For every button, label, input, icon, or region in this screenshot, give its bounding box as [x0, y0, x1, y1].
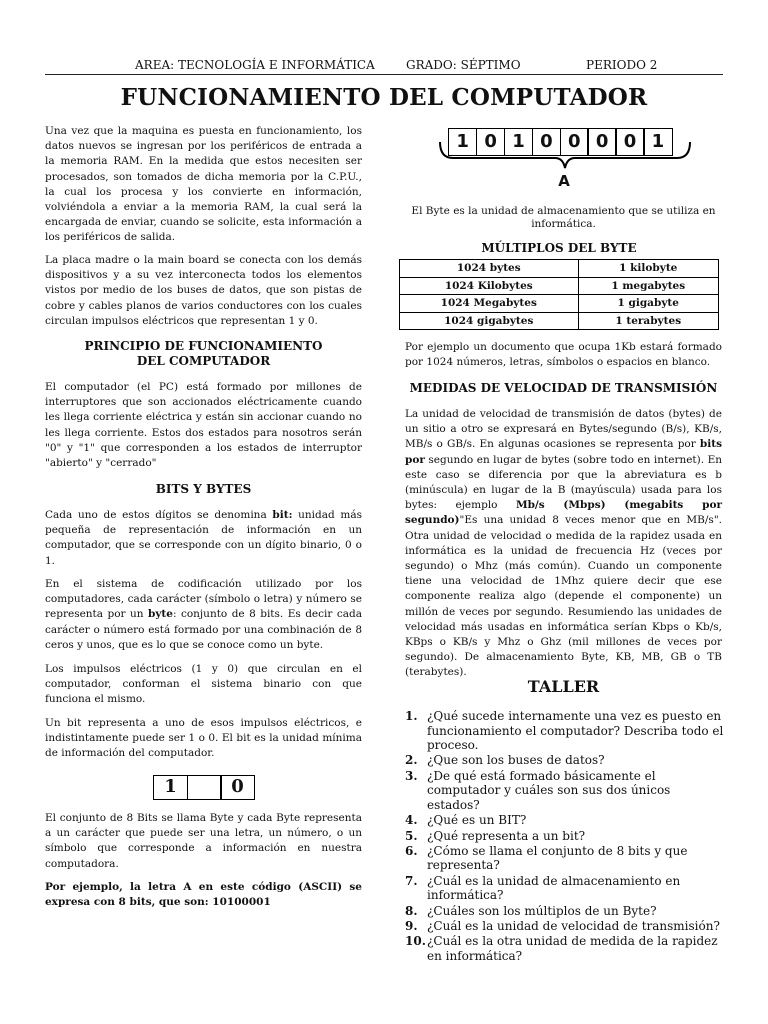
list-item: 9. ¿Cuál es la unidad de velocidad de transmisión? [405, 918, 720, 933]
byte-multiples-table [399, 259, 719, 330]
table-row [400, 260, 719, 278]
heading-principio [45, 339, 362, 369]
table-cell: 1 kilobyte [578, 260, 718, 278]
list-item: 5. ¿Qué representa a un bit? [405, 828, 586, 843]
heading-taller: TALLER [527, 677, 600, 696]
list-item: 10. ¿Cuál es la otra unidad de medida de la rapidez en informática? [405, 934, 718, 963]
list-item: 2. ¿Que son los buses de datos? [405, 753, 605, 768]
intro-paragraph: Una vez que la maquina es puesta en funcionamiento, los datos nuevos se ingresan por los periféricos de entrada a la memoria RAM. En la medida que estos necesiten ser procesados, son tomados de dicha memoria por la C.P.U., la cual los procesa y los convierte en información, volviéndola a enviar a la memoria RAM, la cual será la encargada de enviar, cuando se solicite, esta información a los periféricos de salida. [45, 125, 362, 244]
list-item: 3. ¿De qué está formado básicamente el computador y cuáles son sus dos únicos estados? [405, 768, 671, 812]
bit-cell [187, 775, 222, 800]
list-item: 7. ¿Cuál es la unidad de almacenamiento en informática? [405, 873, 681, 903]
bit-cell: 0 [220, 775, 255, 800]
list-item: 8. ¿Cuáles son los múltiplos de un Byte? [405, 903, 657, 918]
table-cell: 1 megabytes [578, 277, 718, 295]
impulsos-paragraph: Los impulsos eléctricos (1 y 0) que circulan en el computador, conforman el sistema binario con que funciona el mismo. [45, 663, 362, 706]
table-cell: 1 terabytes [578, 312, 718, 330]
byte-set-paragraph: El conjunto de 8 Bits se llama Byte y cada Byte representa a un carácter que puede ser una letra, un número, o un símbolo que corresponde a información en nuestra computadora. [45, 812, 362, 870]
ascii-example-paragraph: Por ejemplo, la letra A en este código (ASCII) se expresa con 8 bits, que son: 10100001 [45, 881, 362, 909]
list-item: 6. ¿Cómo se llama el conjunto de 8 bits y que representa? [405, 843, 688, 873]
kb-example-paragraph: Por ejemplo un documento que ocupa 1Kb estará formado por 1024 números, letras, símbolos o espacios en blanco. [405, 341, 722, 369]
heading-principio-line1: PRINCIPIO DE FUNCIONAMIENTO [84, 339, 323, 353]
area-label: AREA: TECNOLOGÍA E INFORMÁTICA [135, 58, 375, 72]
table-cell: 1024 Kilobytes [400, 277, 579, 295]
heading-bits-bytes: BITS Y BYTES [155, 482, 252, 496]
heading-velocidad: MEDIDAS DE VELOCIDAD DE TRANSMISIÓN [409, 381, 718, 395]
bit-unit-paragraph: Un bit representa a uno de esos impulsos eléctricos, e indistintamente puede ser 1 o 0. El bit es la unidad mínima de información del computador. [45, 717, 362, 760]
list-item: 4. ¿Qué es un BIT? [405, 813, 527, 828]
table-cell: 1024 gigabytes [400, 312, 579, 330]
binary-letter: A [558, 172, 570, 190]
grado-label: GRADO: SÉPTIMO [406, 58, 521, 72]
table-cell: 1024 Megabytes [400, 295, 579, 313]
heading-multiplos: MÚLTIPLOS DEL BYTE [481, 241, 637, 255]
curly-brace-icon [435, 140, 695, 175]
binary-digit-cell: 1 [448, 128, 477, 156]
binary-digit-cell: 0 [560, 128, 589, 156]
bit-example-box [153, 775, 258, 800]
table-cell: 1 gigabyte [578, 295, 718, 313]
table-row [400, 312, 719, 330]
binary-digit-cell: 0 [615, 128, 644, 156]
binary-digit-cell: 1 [643, 128, 672, 156]
bit-paragraph: Cada uno de estos dígitos se denomina bit: unidad más pequeña de representación de información en un computador, que se corresponde con un dígito binario, 0 o 1. [45, 509, 362, 567]
binary-digit-cell: 0 [476, 128, 505, 156]
binary-digit-cell: 0 [532, 128, 561, 156]
table-cell: 1024 bytes [400, 260, 579, 278]
binary-digit-cell: 0 [587, 128, 616, 156]
taller-list [405, 709, 725, 964]
motherboard-paragraph: La placa madre o la main board se conecta con los demás dispositivos y a su vez interconecta todos los elementos vistos por medio de los buses de datos, que son pistas de cobre y cables planos de varios conductores con los cuales circulan impulsos eléctricos que representan 1 y 0. [45, 254, 362, 327]
page-title: FUNCIONAMIENTO DEL COMPUTADOR [120, 84, 648, 111]
binary-digit-cell: 1 [504, 128, 533, 156]
velocidad-paragraph: La unidad de velocidad de transmisión de datos (bytes) de un sitio a otro se expresará en Bytes/segundo (B/s), KB/s, MB/s o GB/s. En algunas ocasiones se representa por bits por segundo en lugar de bytes (sobre todo en internet). En este caso se diferencia por que la abreviatura es b (minúscula) en lugar de la B (mayúscula) usada para los bytes: ejemplo Mb/s (Mbps) (megabits por segundo)"Es una unidad 8 veces menor que en MB/s". Otra unidad de velocidad o medida de la rapidez usada en informática es la unidad de frecuencia Hz (veces por segundo) o Mhz (más común). Cuando un componente tiene una velocidad de 1Mhz quiere decir que ese componente realiza algo (depende el componente) un millón de veces por segundo. Resumiendo las unidades de velocidad más usadas en informática serían Kbps o Kb/s, KBps o KB/s y Mhz o Ghz (mil millones de veces por segundo). De almacenamiento Byte, KB, MB, GB o TB (terabytes). [405, 408, 722, 679]
interruptores-paragraph: El computador (el PC) está formado por millones de interruptores que son accionados eléctricamente cuando les llega corriente eléctrica y están sin accionar cuando no les llega corriente. Estos dos estados para nosotros serán "0" y "1" que corresponden a los estados de interruptor "abierto" y "cerrado" [45, 381, 362, 470]
table-row [400, 295, 719, 313]
heading-principio-line2: DEL COMPUTADOR [136, 354, 271, 368]
bit-cell: 1 [153, 775, 188, 800]
table-row [400, 277, 719, 295]
page-header [45, 57, 723, 75]
periodo-label: PERIODO 2 [586, 58, 658, 72]
byte-caption: El Byte es la unidad de almacenamiento que se utiliza en informática. [411, 205, 716, 230]
byte-paragraph: En el sistema de codificación utilizado por los computadores, cada carácter (símbolo o letra) y número se representa por un byte: conjunto de 8 bits. Es decir cada carácter o número está formado por una combinación de 8 ceros y unos, que es lo que se conoce como un byte. [45, 578, 362, 651]
list-item: 1. ¿Qué sucede internamente una vez es puesto en funcionamiento el computador? Describa todo el proceso. [405, 709, 724, 753]
